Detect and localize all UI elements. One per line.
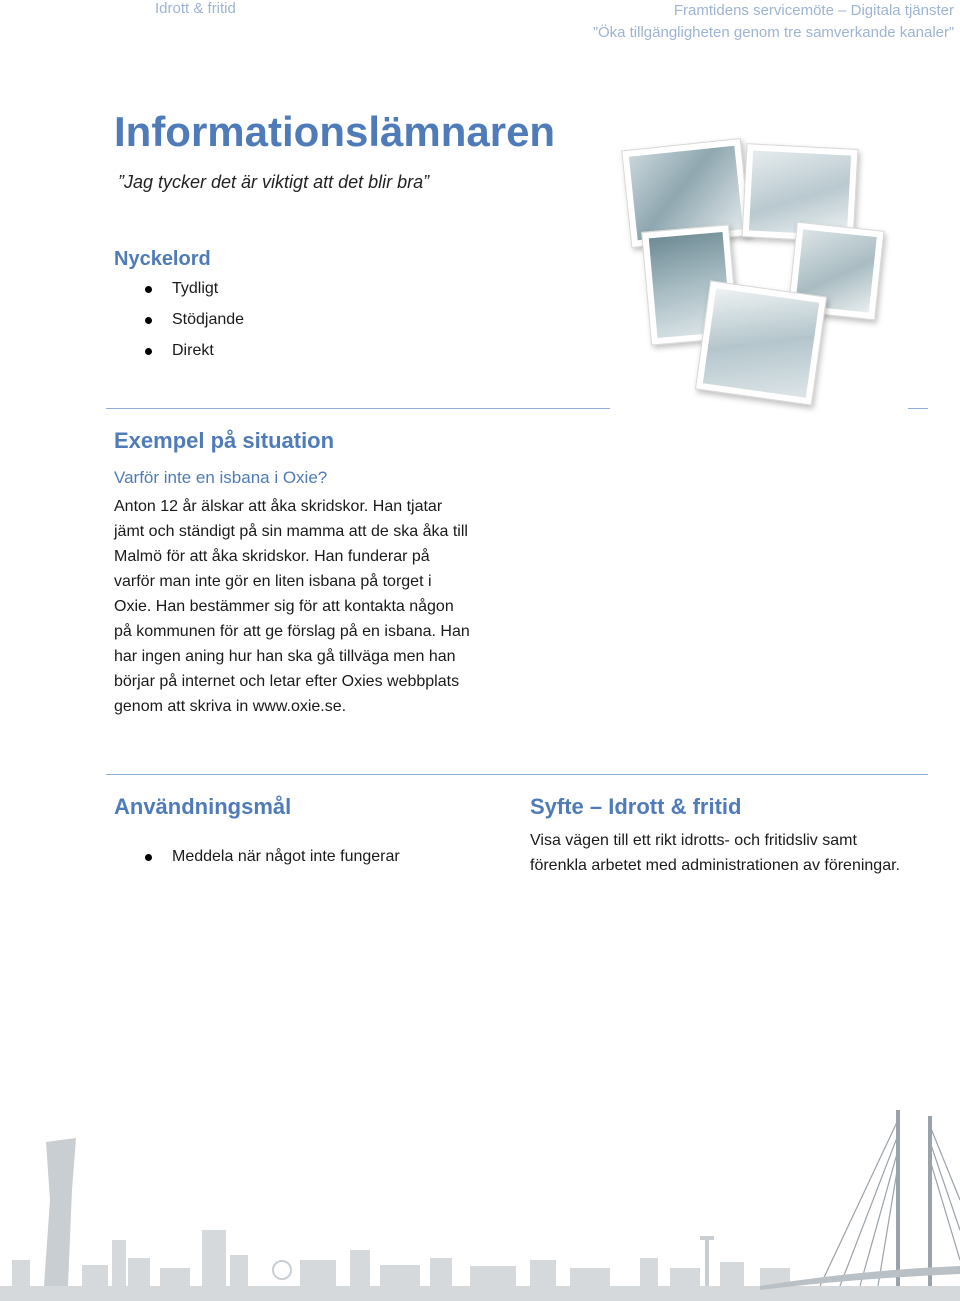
text-line: jämt och ständigt på sin mamma att de ska åka till	[114, 523, 468, 540]
header-right-line1: Framtidens servicemöte – Digitala tjänster	[673, 2, 954, 19]
situation-heading: Exempel på situation	[114, 428, 335, 453]
skyline-illustration	[0, 1090, 960, 1301]
text-line: på kommunen för att ge förslag på en isbana. Han	[114, 623, 470, 640]
situation-subheading: Varför inte en isbana i Oxie?	[114, 468, 328, 487]
list-item: Direkt	[114, 340, 244, 371]
purpose-text	[530, 828, 900, 878]
header-right-line2: ”Öka tillgängligheten genom tre samverkande kanaler”	[592, 24, 954, 41]
text-line: börjar på internet och letar efter Oxies webbplats	[114, 673, 460, 690]
purpose-heading: Syfte – Idrott & fritid	[530, 794, 742, 819]
text-line: Visa vägen till ett rikt idrotts- och fritidsliv samt	[530, 832, 857, 849]
divider-2	[106, 774, 928, 775]
divider-1	[106, 408, 610, 409]
divider-1b	[908, 408, 928, 409]
list-item: Tydligt	[114, 278, 244, 309]
persona-quote: ”Jag tycker det är viktigt att det blir bra”	[118, 172, 430, 192]
text-line: förenkla arbetet med administrationen av föreningar.	[530, 857, 900, 874]
keywords-list	[114, 278, 244, 371]
text-line: har ingen aning hur han ska gå tillväga men han	[114, 648, 456, 665]
list-item: Stödjande	[114, 309, 244, 340]
text-line: varför man inte gör en liten isbana på torget i	[114, 573, 432, 590]
situation-text	[114, 494, 470, 719]
usage-heading: Användningsmål	[114, 794, 292, 819]
page-title: Informationslämnaren	[114, 108, 556, 155]
header-left: Idrott & fritid	[155, 0, 236, 17]
text-line: Oxie. Han bestämmer sig för att kontakta någon	[114, 598, 454, 615]
text-line: Anton 12 år älskar att åka skridskor. Han tjatar	[114, 498, 443, 515]
photo-collage	[616, 126, 896, 416]
header-right	[534, 0, 954, 44]
text-line: Malmö för att åka skridskor. Han funderar på	[114, 548, 430, 565]
usage-list	[114, 846, 400, 877]
text-line: genom att skriva in www.oxie.se.	[114, 698, 347, 715]
list-item: Meddela när något inte fungerar	[114, 846, 400, 877]
keywords-heading: Nyckelord	[114, 248, 211, 270]
photo-girl	[695, 280, 827, 405]
